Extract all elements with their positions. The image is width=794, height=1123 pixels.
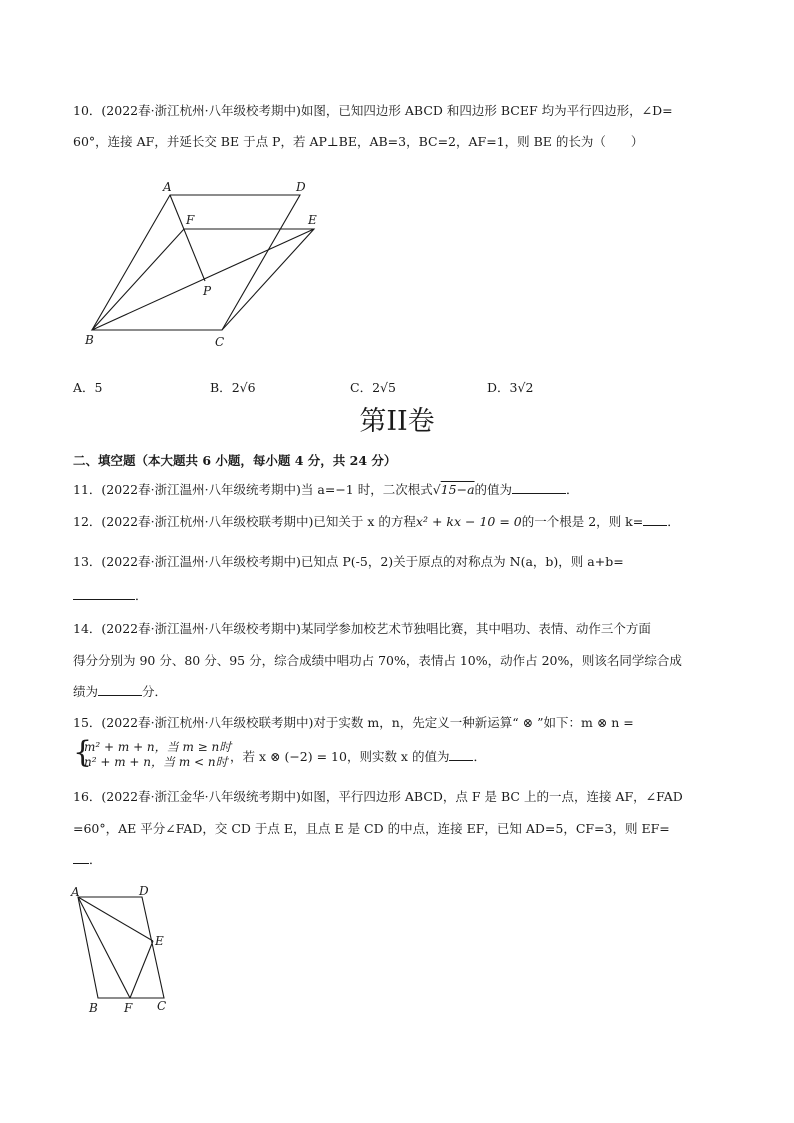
q16-line1: 16．(2022春·浙江金华·八年级统考期中)如图，平行四边形 ABCD，点 F 是 BC 上的一点，连接 AF，∠FAD	[73, 789, 683, 804]
q10-line2: 60°，连接 AF，并延长交 BE 于点 P，若 AP⊥BE，AB=3，BC=2，AF=1，则 BE 的长为（ ）	[73, 134, 644, 149]
label-d: D	[139, 884, 149, 898]
label-c: C	[215, 335, 225, 349]
q13-end: ．	[135, 588, 148, 603]
q10-option-c	[350, 378, 396, 396]
q12	[73, 513, 680, 531]
answer-blank[interactable]	[73, 587, 135, 600]
label-a: A	[163, 180, 172, 194]
option-letter: C．	[350, 380, 373, 395]
q13-line2	[73, 587, 148, 605]
q14-text: 绩为	[73, 684, 99, 699]
q10-option-d	[487, 378, 533, 396]
q11-text-after: 的值为	[474, 482, 513, 497]
answer-blank[interactable]	[449, 748, 473, 761]
label-p: P	[203, 284, 212, 298]
answer-blank[interactable]	[98, 683, 142, 696]
q15-end: ．	[473, 749, 486, 764]
option-value: 5	[94, 380, 103, 395]
q11-text: 11．(2022春·浙江温州·八年级统考期中)当 a=−1 时，二次根式	[73, 482, 433, 497]
q15-case2: n² + m + n，当 m < n时	[84, 755, 228, 769]
label-f: F	[124, 1001, 133, 1015]
q14-line1: 14．(2022春·浙江温州·八年级校考期中)某同学参加校艺术节独唱比赛，其中唱功、表情、动作三个方面	[73, 621, 651, 636]
q11-radical: 15−a	[440, 482, 475, 497]
parallelogram-abcd	[92, 195, 300, 330]
segment-ef	[130, 941, 153, 998]
q15-text-after: ，若 x ⊗ (−2) = 10，则实数 x 的值为	[230, 749, 450, 764]
label-e: E	[308, 213, 317, 227]
brace-icon: {	[73, 735, 93, 770]
q11-end: ．	[566, 482, 579, 497]
parallelogram-abcd	[78, 897, 164, 998]
q14-line2: 得分分别为 90 分、80 分、95 分，综合成绩中唱功占 70%，表情占 10%，动作占 20%，则该名同学综合成	[73, 653, 682, 668]
label-f: F	[186, 213, 195, 227]
q14-text-after: 分．	[142, 684, 168, 699]
q15-case1: m² + m + n，当 m ≥ n时	[84, 740, 232, 754]
answer-blank[interactable]	[643, 513, 667, 526]
q11	[73, 481, 579, 499]
q12-equation: x² + kx − 10 = 0	[415, 514, 522, 529]
q16-line3	[73, 851, 102, 869]
option-value: 3√2	[509, 380, 534, 395]
answer-blank[interactable]	[512, 481, 566, 494]
section-heading: 二、填空题（本大题共 6 小题，每小题 4 分，共 24 分）	[73, 453, 397, 468]
label-e: E	[155, 934, 164, 948]
option-letter: A．	[73, 380, 95, 395]
label-b: B	[85, 333, 94, 347]
q16-line2: =60°，AE 平分∠FAD，交 CD 于点 E，且点 E 是 CD 的中点，连接 EF，已知 AD=5，CF=3，则 EF=	[73, 821, 670, 836]
q14-line3	[73, 683, 167, 701]
option-value: 2√5	[372, 380, 396, 395]
q10-option-b	[210, 378, 256, 396]
q15-line1: 15．(2022春·浙江杭州·八年级校联考期中)对于实数 m，n，先定义一种新运算“ ⊗ ”如下：m ⊗ n =	[73, 715, 634, 730]
q16-figure	[68, 880, 178, 1020]
q10-option-a	[73, 378, 102, 396]
q12-text-after: 的一个根是 2，则 k=	[521, 514, 644, 529]
label-c: C	[157, 999, 167, 1013]
segment-be	[92, 229, 314, 330]
label-a: A	[71, 885, 80, 899]
radical-sign: √	[432, 482, 441, 497]
q12-text: 12．(2022春·浙江杭州·八年级校联考期中)已知关于 x 的方程	[73, 514, 416, 529]
option-letter: B．	[210, 380, 232, 395]
option-value: 2√6	[231, 380, 256, 395]
option-letter: D．	[487, 380, 510, 395]
q12-end: ．	[667, 514, 680, 529]
answer-blank[interactable]	[73, 851, 89, 864]
q16-end: ．	[89, 852, 102, 867]
section-title: 第II卷	[359, 406, 435, 437]
label-d: D	[296, 180, 306, 194]
q13-line1: 13．(2022春·浙江温州·八年级校考期中)已知点 P(-5，2)关于原点的对称点为 N(a，b)，则 a+b=	[73, 554, 624, 569]
q10-line1: 10．(2022春·浙江杭州·八年级校考期中)如图，已知四边形 ABCD 和四边形 BCEF 均为平行四边形，∠D=	[73, 103, 673, 118]
label-b: B	[89, 1001, 98, 1015]
q10-figure	[80, 175, 330, 350]
